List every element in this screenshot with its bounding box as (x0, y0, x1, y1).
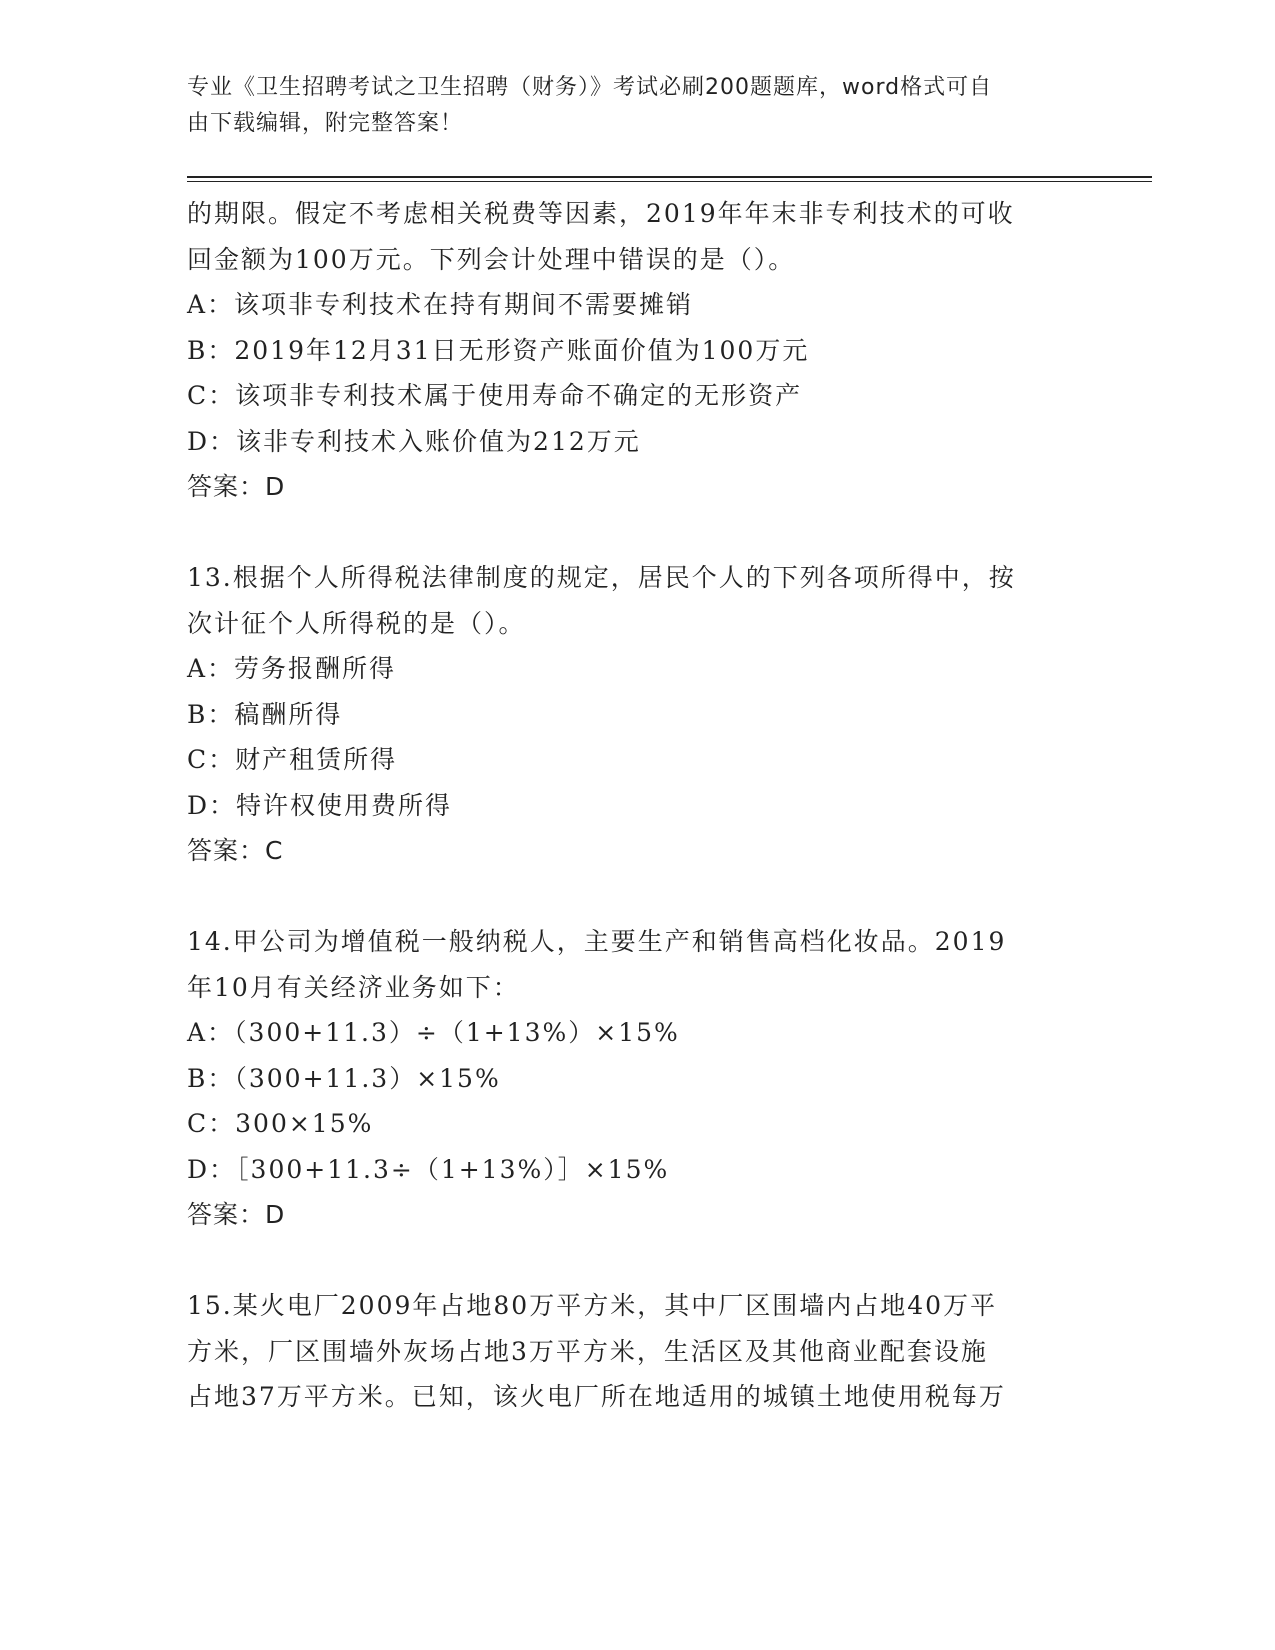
header-divider-thin (187, 181, 1152, 182)
option-a: A：劳务报酬所得 (187, 654, 397, 683)
option-d: D：该非专利技术入账价值为212万元 (187, 426, 641, 456)
option-c: C：财产租赁所得 (187, 745, 398, 774)
header-divider-thick (187, 176, 1152, 178)
answer-line: 答案：D (187, 1200, 286, 1229)
option-b: B：2019年12月31日无形资产账面价值为100万元 (187, 335, 810, 365)
question-spacer (187, 1238, 1077, 1284)
header-line-1: 专业《卫生招聘考试之卫生招聘（财务）》考试必刷200题题库，word格式可自 (187, 75, 993, 100)
question-stem: 14.甲公司为增值税一般纳税人，主要生产和销售高档化妆品。2019 (187, 927, 1007, 956)
answer-line: 答案：D (187, 472, 286, 501)
question-15 (187, 1283, 1077, 1420)
answer-line: 答案：C (187, 836, 284, 865)
question-stem-continuation: 回金额为100万元。下列会计处理中错误的是（）。 (187, 244, 796, 274)
question-spacer (187, 510, 1077, 556)
option-b: B：稿酬所得 (187, 699, 343, 729)
header-line-2: 由下载编辑，附完整答案！ (187, 111, 464, 136)
question-stem: 年10月有关经济业务如下： (187, 972, 520, 1002)
option-c: C：300×15% (187, 1109, 374, 1138)
question-stem: 占地37万平方米。已知，该火电厂所在地适用的城镇土地使用税每万 (187, 1382, 1006, 1411)
question-stem: 13.根据个人所得税法律制度的规定，居民个人的下列各项所得中，按 (187, 563, 1016, 592)
option-d: D：特许权使用费所得 (187, 790, 453, 820)
question-stem: 次计征个人所得税的是（）。 (187, 608, 526, 638)
question-14 (187, 919, 1077, 1238)
question-content (187, 191, 1077, 1420)
option-d: D：［300+11.3÷（1+13%）］×15% (187, 1154, 670, 1184)
option-c: C：该项非专利技术属于使用寿命不确定的无形资产 (187, 381, 803, 410)
question-13 (187, 555, 1077, 874)
page-header (187, 70, 1087, 142)
option-a: A：该项非专利技术在持有期间不需要摊销 (187, 290, 694, 319)
question-spacer (187, 874, 1077, 920)
question-stem-continuation: 的期限。假定不考虑相关税费等因素，2019年年末非专利技术的可收 (187, 199, 1015, 228)
question-stem: 15.某火电厂2009年占地80万平方米，其中厂区围墙内占地40万平 (187, 1291, 998, 1320)
question-stem: 方米，厂区围墙外灰场占地3万平方米，生活区及其他商业配套设施 (187, 1336, 988, 1366)
option-b: B：（300+11.3）×15% (187, 1063, 501, 1093)
question-12 (187, 191, 1077, 510)
option-a: A：（300+11.3）÷（1+13%）×15% (187, 1018, 680, 1047)
